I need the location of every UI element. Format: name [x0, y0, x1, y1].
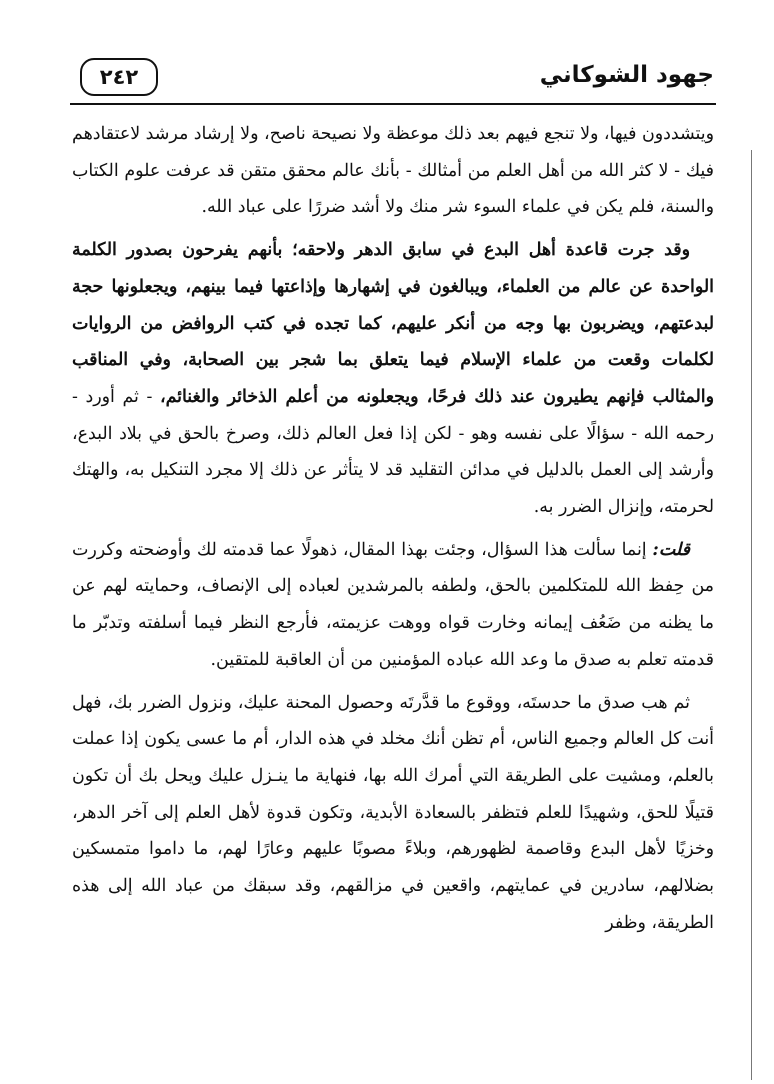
paragraph-2-continuation: - ثم أورد - رحمه الله - سؤالًا على نفسه وهو - لكن إذا فعل العالم ذلك، وصرخ بالحق في بلاد البدع، وأرشد إلى العمل بالدليل في مدائن التقليد قد لا يتأثر عن ذلك إلا مجرد التنكيل به، والهتك لحرمته، وإنزال الضرر به. — [72, 386, 714, 518]
paragraph-2 — [72, 232, 714, 526]
paragraph-3 — [72, 532, 714, 679]
body-text — [72, 116, 714, 947]
header-rule — [70, 103, 716, 105]
page-header — [70, 58, 714, 94]
paragraph-1: ويتشددون فيها، ولا تنجع فيهم بعد ذلك موعظة ولا نصيحة ناصح، ولا إرشاد مرشد لاعتقادهم فيك - لا كثر الله من أهل العلم من أمثالك - بأنك عالم محقق متقن قد عرفت علوم الكتاب والسنة، فلم يكن في علماء السوء شر منك ولا أشد ضررًا على عباد الله. — [72, 124, 714, 218]
running-title: جهود الشوكاني — [539, 62, 714, 88]
paragraph-4: ثم هب صدق ما حدستَه، ووقوع ما قدَّرتَه وحصول المحنة عليك، ونزول الضرر بك، فهل أنت كل العالم وجميع الناس، أم تظن أنك مخلد في هذه الدار، أم ما عسى يكون إذا عملت بالعلم، ومشيت على الطريقة التي أمرك الله بها، فنهاية ما ينـزل عليك ويحل بك أن تكون قتيلًا للحق، وشهيدًا للعلم فتظفر بالسعادة الأبدية، وتكون قدوة لأهل العلم إلى آخر الدهر، وخزيًا لأهل البدع وقاصمة لظهورهم، وبلاءً مصوبًا عليهم وعارًا لهم، ما داموا متمسكين بضلالهم، سادرين في عمايتهم، واقعين في مزالقهم، وقد سبقك من عباد الله إلى هذه الطريقة، وظفر — [72, 692, 714, 933]
qult-label: قلت: — [652, 539, 690, 560]
page-edge-line — [751, 150, 752, 1080]
paragraph-3-text: إنما سألت هذا السؤال، وجئت بهذا المقال، ذهولًا عما قدمته لك وأوضحته وكررت من حِفظ الله للمتكلمين بالحق، ولطفه بالمرشدين لعباده إلى الإنصاف، وحمايته لهم عن ما يظنه من ضَعُف إيمانه وخارت قواه ووهت عزيمته، فأرجع النظر فيما أسلفته وتدبّر ما قدمته تعلم به صدق ما وعد الله عباده المؤمنين من أن العاقبة للمتقين. — [72, 539, 714, 670]
bold-quoted-text: وقد جرت قاعدة أهل البدع في سابق الدهر ولاحقه؛ بأنهم يفرحون بصدور الكلمة الواحدة عن عالم من العلماء، ويبالغون في إشهارها وإذاعتها فيما بينهم، ويجعلونها حجة لبدعتهم، ويضربون بها وجه من أنكر عليهم، كما تجده في كتب الروافض من الروايات لكلمات وقعت من علماء الإسلام فيما يتعلق بما شجر بين الصحابة، وفي المناقب والمثالب فإنهم يطيرون عند ذلك فرحًا، ويجعلونه من أعلم الذخائر والغنائم، — [72, 240, 714, 407]
page-number-badge: ٢٤٢ — [80, 58, 158, 96]
